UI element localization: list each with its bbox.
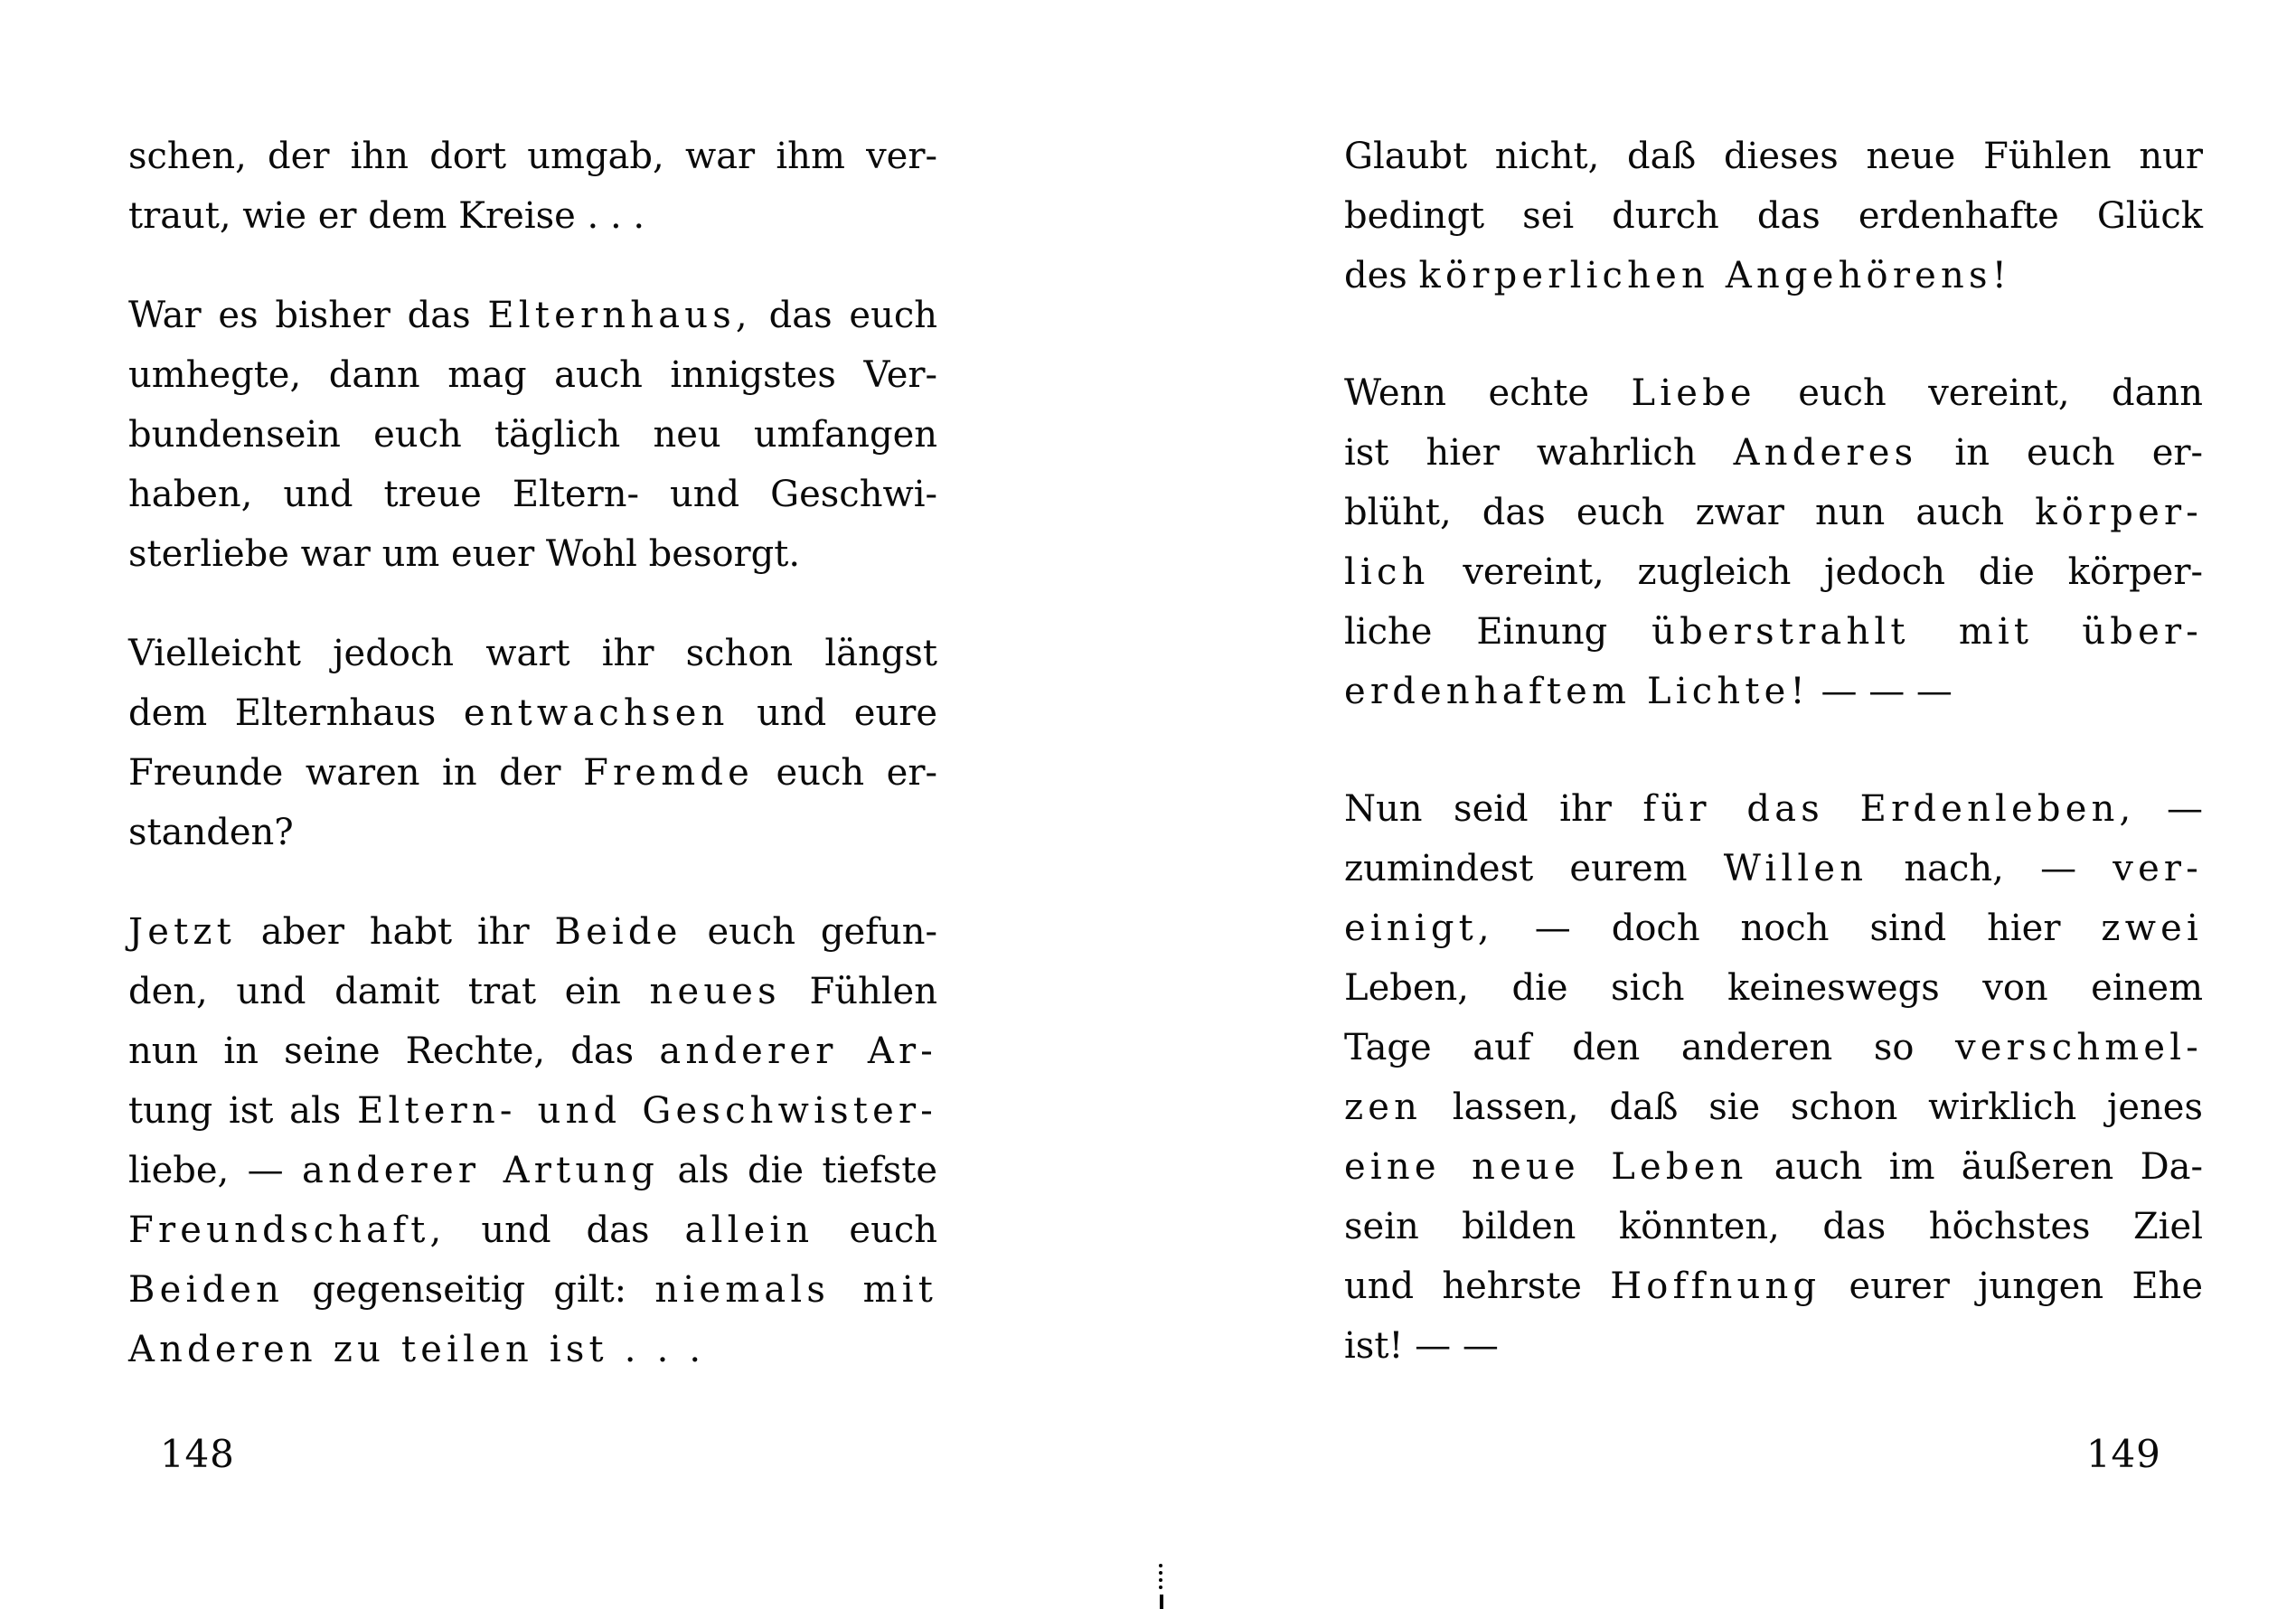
text-line: ist hier wahrlich Anderes in euch er-: [1344, 432, 2203, 474]
paragraph: [1344, 779, 2203, 1376]
paragraph: [128, 624, 937, 862]
text-line: bundensein euch täglich neu umfangen: [128, 414, 937, 456]
letterspaced-text: körper-: [2035, 492, 2203, 533]
text-line: Tage auf den anderen so verschmel-: [1344, 1027, 2203, 1068]
text-line: blüht, das euch zwar nun auch körper-: [1344, 492, 2203, 533]
text-line: zen lassen, daß sie schon wirklich jenes: [1344, 1087, 2203, 1128]
text-line: War es bisher das Elternhaus, das euch: [128, 295, 937, 336]
paragraph: [128, 902, 937, 1379]
letterspaced-text: einigt,: [1344, 908, 1494, 949]
text-line: sterliebe war um euer Wohl besorgt.: [128, 533, 801, 575]
book-page-left: [128, 127, 937, 1419]
letterspaced-text: Anderen zu teilen ist . . .: [128, 1329, 706, 1370]
letterspaced-text: Beide: [554, 911, 682, 953]
paragraph: [128, 127, 937, 246]
text-line: dem Elternhaus entwachsen und eure: [128, 692, 937, 734]
letterspaced-text: überstrahlt mit über-: [1651, 611, 2204, 653]
scan-speck-solid: [1160, 1595, 1163, 1609]
letterspaced-text: neues: [649, 971, 781, 1012]
letterspaced-text: entwachsen: [463, 692, 729, 734]
text-line: den, und damit trat ein neues Fühlen: [128, 971, 937, 1012]
text-line: Vielleicht jedoch wart ihr schon längst: [128, 633, 937, 674]
letterspaced-text: Liebe: [1631, 372, 1756, 414]
text-line: sein bilden könnten, das höchstes Ziel: [1344, 1206, 2203, 1247]
letterspaced-text: Freundschaft,: [128, 1209, 447, 1251]
page-number-right: 149: [2086, 1432, 2161, 1476]
paragraph: [1344, 363, 2203, 721]
text-line: liche Einung überstrahlt mit über-: [1344, 611, 2204, 653]
letterspaced-text: Beiden: [128, 1269, 285, 1311]
letterspaced-text: zwei: [2101, 908, 2203, 949]
letterspaced-text: Fremde: [583, 752, 755, 794]
letterspaced-text: Eltern- und Geschwister-: [357, 1090, 937, 1132]
text-line: bedingt sei durch das erdenhafte Glück: [1344, 195, 2203, 237]
text-line: ist! — —: [1344, 1325, 1499, 1367]
text-line: erdenhaftem Lichte! — — —: [1344, 671, 1953, 712]
text-line: standen?: [128, 812, 294, 853]
text-line: einigt, — doch noch sind hier zwei: [1344, 908, 2203, 949]
text-line: Beiden gegenseitig gilt: niemals mit: [128, 1269, 937, 1311]
text-line: und hehrste Hoffnung eurer jungen Ehe: [1344, 1266, 2203, 1307]
scan-speck-dotted: [1159, 1564, 1162, 1589]
letterspaced-text: für das Erdenleben,: [1642, 788, 2136, 830]
text-line: lich vereint, zugleich jedoch die körper-: [1344, 551, 2203, 593]
text-line: [128, 1320, 937, 1379]
text-line: umhegte, dann mag auch innigstes Ver-: [128, 354, 937, 396]
text-line: haben, und treue Eltern- und Geschwi-: [128, 474, 937, 515]
text-line: schen, der ihn dort umgab, war ihm ver-: [128, 136, 937, 177]
book-page-right: [1344, 127, 2203, 1434]
text-line: Freundschaft, und das allein euch: [128, 1209, 937, 1251]
letterspaced-text: zen: [1344, 1087, 1423, 1128]
letterspaced-text: allein: [684, 1209, 814, 1251]
text-line: Jetzt aber habt ihr Beide euch gefun-: [128, 911, 937, 953]
page-number-left: 148: [160, 1432, 235, 1476]
text-line: tung ist als Eltern- und Geschwister-: [128, 1090, 937, 1132]
letterspaced-text: lich: [1344, 551, 1430, 593]
text-line: zumindest eurem Willen nach, — ver-: [1344, 848, 2203, 889]
letterspaced-text: anderer Ar-: [659, 1030, 938, 1072]
paragraph: [1344, 127, 2203, 306]
letterspaced-text: Jetzt: [128, 911, 236, 953]
letterspaced-text: körperlichen Angehörens!: [1418, 255, 2011, 296]
text-line: Nun seid ihr für das Erdenleben, —: [1344, 788, 2203, 830]
text-line: Freunde waren in der Fremde euch er-: [128, 752, 937, 794]
letterspaced-text: Hoffnung: [1610, 1266, 1821, 1307]
letterspaced-text: erdenhaftem Lichte!: [1344, 671, 1810, 712]
letterspaced-text: Willen: [1723, 848, 1868, 889]
text-line: traut, wie er dem Kreise . . .: [128, 195, 645, 237]
text-line: eine neue Leben auch im äußeren Da-: [1344, 1146, 2203, 1188]
paragraph: [128, 286, 937, 584]
letterspaced-text: niemals mit: [654, 1269, 937, 1311]
letterspaced-text: eine neue Leben: [1344, 1146, 1748, 1188]
letterspaced-text: ver-: [2113, 848, 2203, 889]
text-line: Leben, die sich keineswegs von einem: [1344, 967, 2203, 1009]
text-line: Wenn echte Liebe euch vereint, dann: [1344, 372, 2204, 414]
letterspaced-text: Anderes: [1733, 432, 1918, 474]
text-line: des körperlichen Angehörens!: [1344, 255, 2011, 296]
text-line: nun in seine Rechte, das anderer Ar-: [128, 1030, 938, 1072]
letterspaced-text: Elternhaus,: [487, 295, 752, 336]
letterspaced-text: anderer Artung: [301, 1150, 660, 1191]
text-line: liebe, — anderer Artung als die tiefste: [128, 1150, 938, 1191]
text-line: Glaubt nicht, daß dieses neue Fühlen nur: [1344, 136, 2203, 177]
letterspaced-text: verschmel-: [1955, 1027, 2203, 1068]
